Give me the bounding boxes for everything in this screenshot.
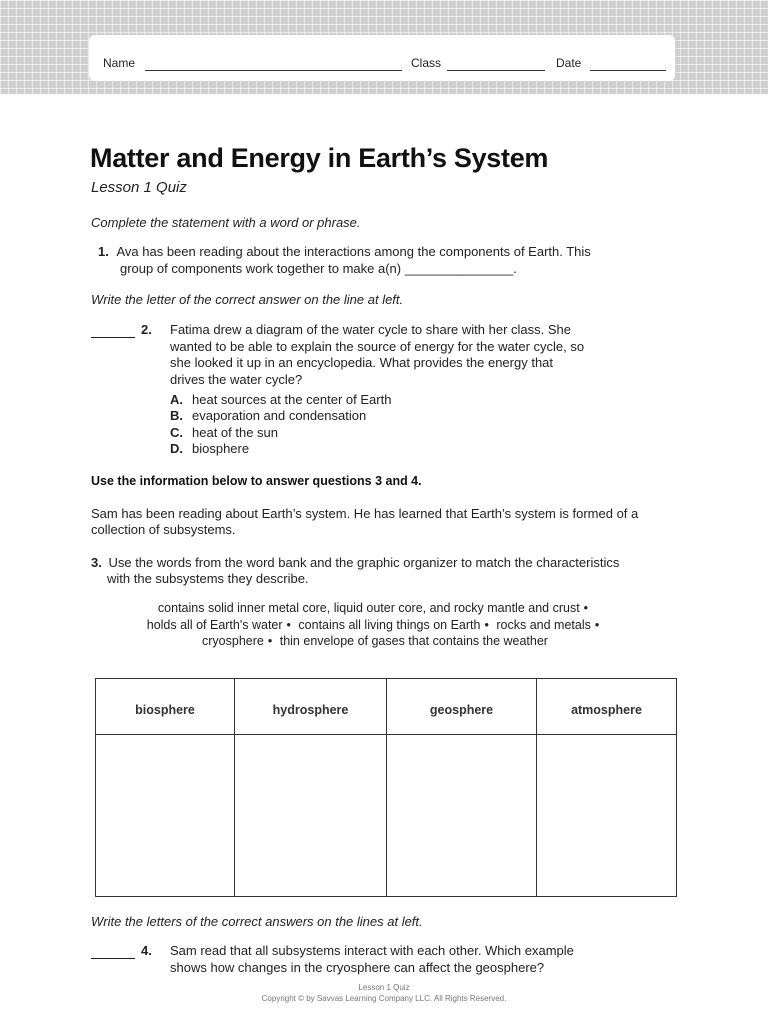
organizer-answer-row <box>96 735 677 897</box>
organizer-header-biosphere: biosphere <box>96 679 235 735</box>
organizer-cell-atmosphere[interactable] <box>537 735 677 897</box>
class-label: Class <box>411 56 442 70</box>
question-2-line1: Fatima drew a diagram of the water cycle to share with her class. She <box>170 322 572 337</box>
passage-line2: collection of subsystems. <box>91 522 236 537</box>
name-label: Name <box>103 56 136 70</box>
question-2-line2: wanted to be able to explain the source of energy for the water cycle, so <box>170 339 585 354</box>
passage-line1: Sam has been reading about Earth’s system. He has learned that Earth’s system is formed of a <box>91 506 639 521</box>
choice-letter: C. <box>170 425 183 440</box>
word-bank-item: contains solid inner metal core, liquid outer core, and rocky mantle and crust <box>157 601 580 615</box>
word-bank-item: cryosphere <box>202 634 264 648</box>
choice-text: heat sources at the center of Earth <box>192 392 392 407</box>
question-2-number: 2. <box>141 322 152 337</box>
bullet-separator: • <box>286 617 291 632</box>
class-field[interactable] <box>447 70 545 71</box>
graphic-organizer <box>95 678 677 897</box>
organizer-header-geosphere: geosphere <box>387 679 537 735</box>
organizer-header-atmosphere: atmosphere <box>537 679 677 735</box>
organizer-header-row <box>96 679 677 735</box>
footer-lesson: Lesson 1 Quiz <box>358 983 410 992</box>
header-band <box>0 0 768 94</box>
organizer-cell-biosphere[interactable] <box>96 735 235 897</box>
question-3-line2: with the subsystems they describe. <box>107 571 309 586</box>
page-subtitle: Lesson 1 Quiz <box>91 179 187 196</box>
question-2-line3: she looked it up in an encyclopedia. What provides the energy that <box>170 355 554 370</box>
question-1-line2: group of components work together to make a(n) _______________. <box>120 261 517 276</box>
choice-text: biosphere <box>192 441 250 456</box>
question-3-line1: Use the words from the word bank and the graphic organizer to match the characteristics <box>108 555 620 570</box>
word-bank-item: thin envelope of gases that contains the weather <box>279 634 548 648</box>
section4-instruction: Write the letters of the correct answers on the lines at left. <box>91 914 423 929</box>
choice-d <box>170 441 249 456</box>
question-1-number: 1. <box>98 244 109 259</box>
question-3 <box>91 555 619 572</box>
organizer-cell-hydrosphere[interactable] <box>235 735 387 897</box>
question-1 <box>98 244 591 261</box>
name-field[interactable] <box>145 70 402 71</box>
question-4-line1: Sam read that all subsystems interact with each other. Which example <box>170 943 574 958</box>
section2-instruction: Write the letter of the correct answer on the line at left. <box>91 292 404 307</box>
choice-letter: A. <box>170 392 183 407</box>
student-info-box <box>89 35 675 81</box>
question-3-number: 3. <box>91 555 102 570</box>
word-bank-row-2 <box>110 617 640 634</box>
question-4-number: 4. <box>141 943 152 958</box>
section3-instruction: Use the information below to answer questions 3 and 4. <box>91 474 422 488</box>
question-1-line1: Ava has been reading about the interactions among the components of Earth. This <box>116 244 591 259</box>
answer-line-4[interactable] <box>91 958 135 959</box>
page-title: Matter and Energy in Earth’s System <box>90 143 549 173</box>
date-field[interactable] <box>590 70 666 71</box>
word-bank-item: contains all living things on Earth <box>298 617 481 632</box>
answer-line-2[interactable] <box>91 337 135 338</box>
choice-b <box>170 408 366 423</box>
bullet-separator: • <box>484 617 489 632</box>
choice-text: heat of the sun <box>192 425 279 440</box>
footer-copyright: Copyright © by Savvas Learning Company LLC. All Rights Reserved. <box>261 994 507 1003</box>
choice-a <box>170 392 391 407</box>
bullet-separator: • <box>583 601 589 615</box>
bullet-separator: • <box>267 634 273 648</box>
question-4-line2: shows how changes in the cryosphere can affect the geosphere? <box>170 960 545 975</box>
section1-instruction: Complete the statement with a word or phrase. <box>91 215 361 230</box>
choice-text: evaporation and condensation <box>192 408 367 423</box>
word-bank <box>110 600 640 650</box>
organizer-cell-geosphere[interactable] <box>387 735 537 897</box>
choice-c <box>170 425 278 440</box>
choice-letter: D. <box>170 441 183 456</box>
word-bank-item: holds all of Earth's water <box>146 617 283 632</box>
bullet-separator: • <box>594 617 600 632</box>
question-2-line4: drives the water cycle? <box>170 372 303 387</box>
organizer-header-hydrosphere: hydrosphere <box>235 679 387 735</box>
word-bank-row-3 <box>110 633 640 650</box>
choice-letter: B. <box>170 408 183 423</box>
word-bank-item: rocks and metals <box>496 617 591 632</box>
word-bank-row-1 <box>110 600 640 617</box>
date-label: Date <box>556 56 582 70</box>
